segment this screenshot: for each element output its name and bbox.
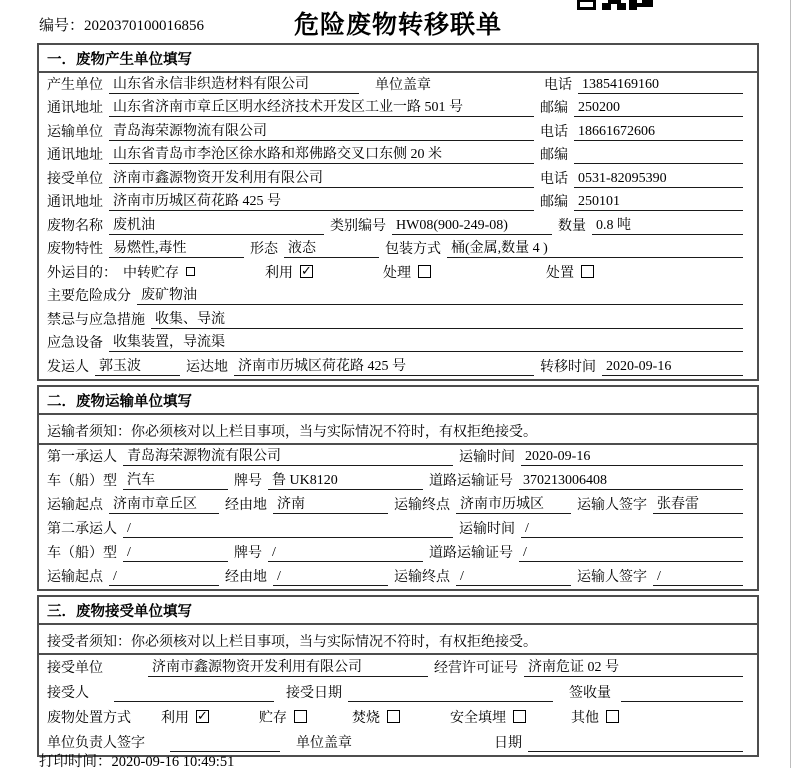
license1-label: 道路运输证号 [429,473,513,489]
checkbox-dispose-box [581,265,594,278]
packing-label: 包装方式 [385,242,441,257]
via1-value: 济南 [273,493,388,514]
carrier2-value: / [123,521,453,538]
checkbox-store-label: 贮存 [259,710,287,726]
section1-title: 一．废物产生单位填写 [39,45,757,73]
consignor-value: 郭玉波 [95,355,180,376]
checkbox-dispose [546,262,594,282]
permit-label: 经营许可证号 [434,660,518,676]
checkbox-incinerate-box [387,710,400,723]
row-acceptor [39,680,757,705]
checkbox-landfill-label: 安全填埋 [450,710,506,726]
serial-label: 编号： [39,18,85,34]
quantity-label: 数量 [558,218,586,234]
row-waste-name [39,214,757,238]
checkbox-utilize-box: ✓ [301,264,312,279]
receiver-value: 济南市鑫源物资开发利用有限公司 [109,167,534,188]
phone2-label: 电话 [540,124,568,140]
checkbox-transfer-storage [123,262,195,282]
accept-date-label: 接受日期 [286,685,342,701]
via1-label: 经由地 [225,497,267,513]
checkbox-disposal-utilize [161,707,209,727]
vehicle2-value: / [123,545,228,562]
category-value: HW08(900-249-08) [392,218,552,235]
plate2-value: / [268,545,423,562]
origin2-value: / [109,569,219,586]
equipment-label: 应急设备 [47,336,103,351]
plate2-label: 牌号 [234,545,262,561]
section-transporter [37,385,759,591]
row-hazard-component [39,285,757,309]
time2-label: 运输时间 [459,521,515,537]
transporter-label: 运输单位 [47,124,103,140]
producer-value: 山东省永信非织造材料有限公司 [109,73,359,94]
print-time [39,750,234,768]
checkbox-disposal-utilize-label: 利用 [161,710,189,726]
section3-title: 三．废物接受单位填写 [39,597,757,625]
address3-value: 济南市历城区荷花路 425 号 [109,190,534,211]
license2-value: / [519,545,743,562]
address1-value: 山东省济南市章丘区明水经济技术开发区工业一路 501 号 [109,96,534,117]
checkbox-landfill-box [513,710,526,723]
transfer-time-value: 2020-09-16 [602,359,743,376]
serial-number [39,14,204,35]
disposal-label: 废物处置方式 [47,710,131,726]
checkbox-disposal-utilize-box: ✓ [197,709,208,724]
row-emergency-equipment [39,332,757,356]
row-route2 [39,565,757,589]
destination-label: 运达地 [186,359,228,375]
vehicle1-label: 车（船）型 [47,473,117,489]
taboo-label: 禁忌与应急措施 [47,312,145,328]
zip3-value: 250101 [574,194,743,211]
checkbox-treat-box [418,265,431,278]
vehicle2-label: 车（船）型 [47,545,117,561]
phone2-value: 18661672606 [574,124,743,141]
qr-code-icon [577,0,657,11]
row-first-carrier [39,445,757,469]
property-value: 易燃性,毒性 [109,237,244,258]
head-sign-label: 单位负责人签字 [47,735,145,751]
address1-label: 通讯地址 [47,101,103,116]
accept-date-value [348,685,553,702]
checkbox-landfill [450,707,526,727]
row-accepting-unit [39,655,757,680]
serial-value: 2020370100016856 [84,18,205,34]
via2-label: 经由地 [225,569,267,585]
time1-label: 运输时间 [459,449,515,465]
phone3-value: 0531-82095390 [574,171,743,188]
receiving-unit-value: 济南市鑫源物资开发利用有限公司 [148,656,428,677]
phone1-value: 13854169160 [578,77,743,94]
vehicle1-value: 汽车 [123,469,228,490]
zip3-label: 邮编 [540,195,568,210]
page-title: 危险废物转移联单 [293,11,503,39]
checkbox-store-box [294,710,307,723]
receiving-unit-label: 接受单位 [47,660,103,676]
sign-qty-value [621,685,743,702]
hazardous-waste-manifest [37,5,759,761]
sign2-label: 运输人签字 [577,569,647,585]
checkbox-other [571,707,619,727]
property-label: 废物特性 [47,242,103,257]
address3-label: 通讯地址 [47,195,103,210]
consignor-label: 发运人 [47,359,89,375]
section-producer [37,43,759,381]
end1-value: 济南市历城区 [456,493,571,514]
head-sign-value [170,735,280,752]
row-taboo-measures [39,308,757,332]
print-time-label: 打印时间： [39,754,112,768]
origin1-label: 运输起点 [47,497,103,513]
taboo-value: 收集、导流 [151,308,743,329]
via2-value: / [273,569,388,586]
checkbox-treat [383,262,431,282]
checkbox-utilize [265,262,313,282]
zip2-label: 邮编 [540,148,568,163]
plate1-label: 牌号 [234,473,262,489]
transporter-notice: 运输者须知：你必须核对以上栏目事项，当与实际情况不符时，有权拒绝接受。 [39,415,757,445]
end2-value: / [456,569,571,586]
phone1-label: 电话 [544,77,572,93]
waste-name-label: 废物名称 [47,218,103,234]
checkbox-incinerate-label: 焚烧 [352,710,380,726]
row-vehicle2 [39,541,757,565]
phone3-label: 电话 [540,171,568,187]
receiver-notice: 接受者须知：你必须核对以上栏目事项，当与实际情况不符时，有权拒绝接受。 [39,625,757,655]
checkbox-transfer-storage-label: 中转贮存 [123,265,179,281]
license1-value: 370213006408 [519,473,743,490]
section-receiver [37,595,759,757]
address2-label: 通讯地址 [47,148,103,163]
packing-value: 桶(金属,数量 4 ) [447,237,743,258]
form-value: 液态 [284,237,379,258]
print-time-value: 2020-09-16 10:49:51 [111,754,235,768]
category-label: 类别编号 [330,218,386,234]
date-label: 日期 [494,735,522,751]
date-value [528,735,743,752]
address2-value: 山东省青岛市李沧区徐水路和郑佛路交叉口东侧 20 米 [109,143,534,164]
row-transport-unit [39,120,757,144]
hazard-value: 废矿物油 [137,284,743,305]
plate1-value: 鲁 UK8120 [268,469,423,490]
checkbox-treat-label: 处理 [383,265,411,281]
unit-seal-label: 单位盖章 [375,77,431,93]
checkbox-transfer-storage-box [186,267,195,276]
quantity-value: 0.8 吨 [592,214,743,235]
carrier1-value: 青岛海荣源物流有限公司 [123,445,453,466]
purpose-label: 外运目的： [47,265,117,281]
checkbox-incinerate [352,707,400,727]
row-producer-unit [39,73,757,97]
equipment-value: 收集装置，导流渠 [109,331,743,352]
page-right-edge [790,0,791,768]
checkbox-dispose-label: 处置 [546,265,574,281]
row-disposal-method [39,705,757,730]
receiver-label: 接受单位 [47,171,103,187]
sign1-label: 运输人签字 [577,497,647,513]
document-header [37,5,759,43]
row-purpose [39,261,757,285]
section2-title: 二．废物运输单位填写 [39,387,757,415]
destination-value: 济南市历城区荷花路 425 号 [234,355,534,376]
waste-name-value: 废机油 [109,214,324,235]
row-consignor [39,355,757,379]
sign-qty-label: 签收量 [569,685,611,701]
zip1-value: 250200 [574,100,743,117]
time1-value: 2020-09-16 [521,449,743,466]
zip2-value [574,147,743,164]
checkbox-utilize-label: 利用 [265,265,293,281]
origin2-label: 运输起点 [47,569,103,585]
checkbox-other-label: 其他 [571,710,599,726]
form-label: 形态 [250,242,278,257]
license2-label: 道路运输证号 [429,545,513,561]
row-transporter-address [39,144,757,168]
time2-value: / [521,521,743,538]
origin1-value: 济南市章丘区 [109,493,219,514]
transfer-time-label: 转移时间 [540,359,596,375]
row-receiver-address [39,191,757,215]
checkbox-other-box [606,710,619,723]
permit-value: 济南危证 02 号 [524,656,743,677]
producer-label: 产生单位 [47,77,103,93]
zip1-label: 邮编 [540,101,568,116]
carrier1-label: 第一承运人 [47,449,117,465]
checkbox-store [259,707,307,727]
transporter-value: 青岛海荣源物流有限公司 [109,120,534,141]
acceptor-label: 接受人 [47,685,89,701]
row-route1 [39,493,757,517]
hazard-label: 主要危险成分 [47,289,131,304]
row-producer-address [39,97,757,121]
carrier2-label: 第二承运人 [47,521,117,537]
row-vehicle1 [39,469,757,493]
sign1-value: 张春雷 [653,493,743,514]
acceptor-value [114,685,274,702]
row-waste-property [39,238,757,262]
end2-label: 运输终点 [394,569,450,585]
row-second-carrier [39,517,757,541]
row-receiver-unit [39,167,757,191]
sign2-value: / [653,569,743,586]
unit-seal-label-2: 单位盖章 [296,735,352,751]
end1-label: 运输终点 [394,497,450,513]
